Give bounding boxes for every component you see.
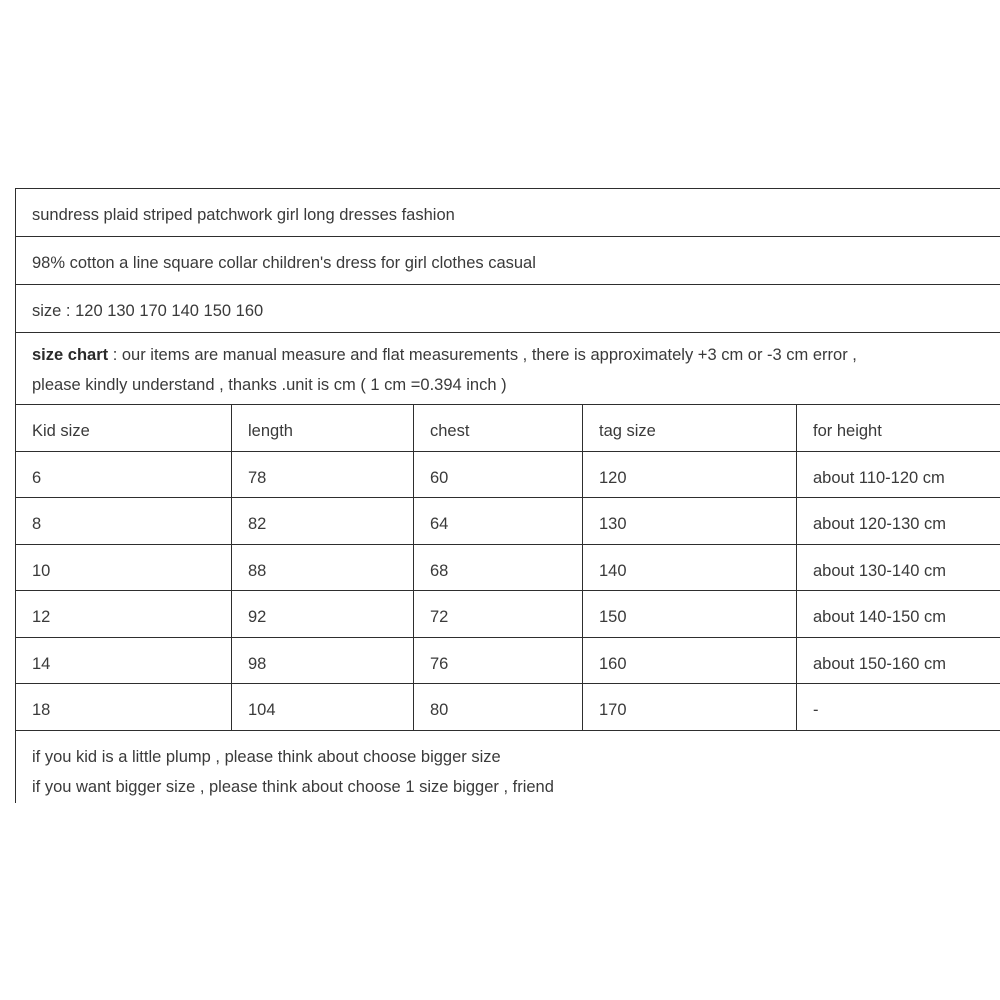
cell-for-height: - xyxy=(813,701,819,719)
cell-for-height: about 120-130 cm xyxy=(813,515,947,533)
product-title-row xyxy=(16,189,1000,237)
cell-tag-size: 120 xyxy=(583,452,797,498)
size-chart-note-line2: please kindly understand , thanks .unit is cm ( 1 cm =0.394 inch ) xyxy=(32,376,507,394)
cell-chest: 64 xyxy=(414,498,583,544)
sizing-advice xyxy=(15,731,1000,803)
size-chart-note-line1 xyxy=(32,340,857,370)
header-kid-size: Kid size xyxy=(16,405,232,451)
table-row xyxy=(16,452,1000,499)
material-row xyxy=(16,237,1000,285)
table-row xyxy=(16,684,1000,731)
sizes-row xyxy=(16,285,1000,333)
cell-kid-size: 8 xyxy=(16,498,232,544)
cell-kid-size: 14 xyxy=(16,638,232,684)
cell-chest: 68 xyxy=(414,545,583,591)
size-chart-note-row xyxy=(16,333,1000,405)
cell-kid-size: 18 xyxy=(16,684,232,730)
header-tag-size: tag size xyxy=(583,405,797,451)
product-title: sundress plaid striped patchwork girl long dresses fashion xyxy=(32,206,455,224)
cell-length: 78 xyxy=(232,452,414,498)
size-chart-table xyxy=(15,188,1000,731)
header-for-height: for height xyxy=(813,422,882,440)
cell-tag-size: 150 xyxy=(583,591,797,637)
cell-length: 98 xyxy=(232,638,414,684)
cell-kid-size: 12 xyxy=(16,591,232,637)
cell-length: 92 xyxy=(232,591,414,637)
cell-tag-size: 130 xyxy=(583,498,797,544)
sizing-advice-line2: if you want bigger size , please think about choose 1 size bigger , friend xyxy=(32,777,554,796)
cell-for-height: about 150-160 cm xyxy=(813,654,947,673)
cell-tag-size: 160 xyxy=(583,638,797,684)
table-row xyxy=(16,591,1000,638)
table-header-row xyxy=(16,405,1000,452)
size-chart-note xyxy=(16,333,857,404)
cell-kid-size: 6 xyxy=(16,452,232,498)
table-row xyxy=(16,498,1000,545)
material-description: 98% cotton a line square collar children's dress for girl clothes casual xyxy=(32,254,536,272)
cell-for-height: about 110-120 cm xyxy=(813,468,945,487)
table-row xyxy=(16,545,1000,592)
cell-length: 82 xyxy=(232,498,414,544)
cell-kid-size: 10 xyxy=(16,545,232,591)
size-chart-document xyxy=(15,188,1000,803)
header-length: length xyxy=(232,405,414,451)
cell-tag-size: 140 xyxy=(583,545,797,591)
cell-chest: 60 xyxy=(414,452,583,498)
cell-length: 88 xyxy=(232,545,414,591)
cell-tag-size: 170 xyxy=(583,684,797,730)
table-row xyxy=(16,638,1000,685)
size-chart-label: size chart xyxy=(32,346,109,364)
cell-length: 104 xyxy=(232,684,414,730)
cell-chest: 76 xyxy=(414,638,583,684)
sizing-advice-line1: if you kid is a little plump , please think about choose bigger size xyxy=(32,747,501,766)
cell-chest: 72 xyxy=(414,591,583,637)
size-chart-note-text1: : our items are manual measure and flat measurements , there is approximately +3 cm or -3 cm error , xyxy=(108,346,857,364)
cell-for-height: about 130-140 cm xyxy=(813,561,947,580)
available-sizes: size : 120 130 170 140 150 160 xyxy=(32,302,264,320)
cell-chest: 80 xyxy=(414,684,583,730)
cell-for-height: about 140-150 cm xyxy=(813,608,947,626)
header-chest: chest xyxy=(414,405,583,451)
